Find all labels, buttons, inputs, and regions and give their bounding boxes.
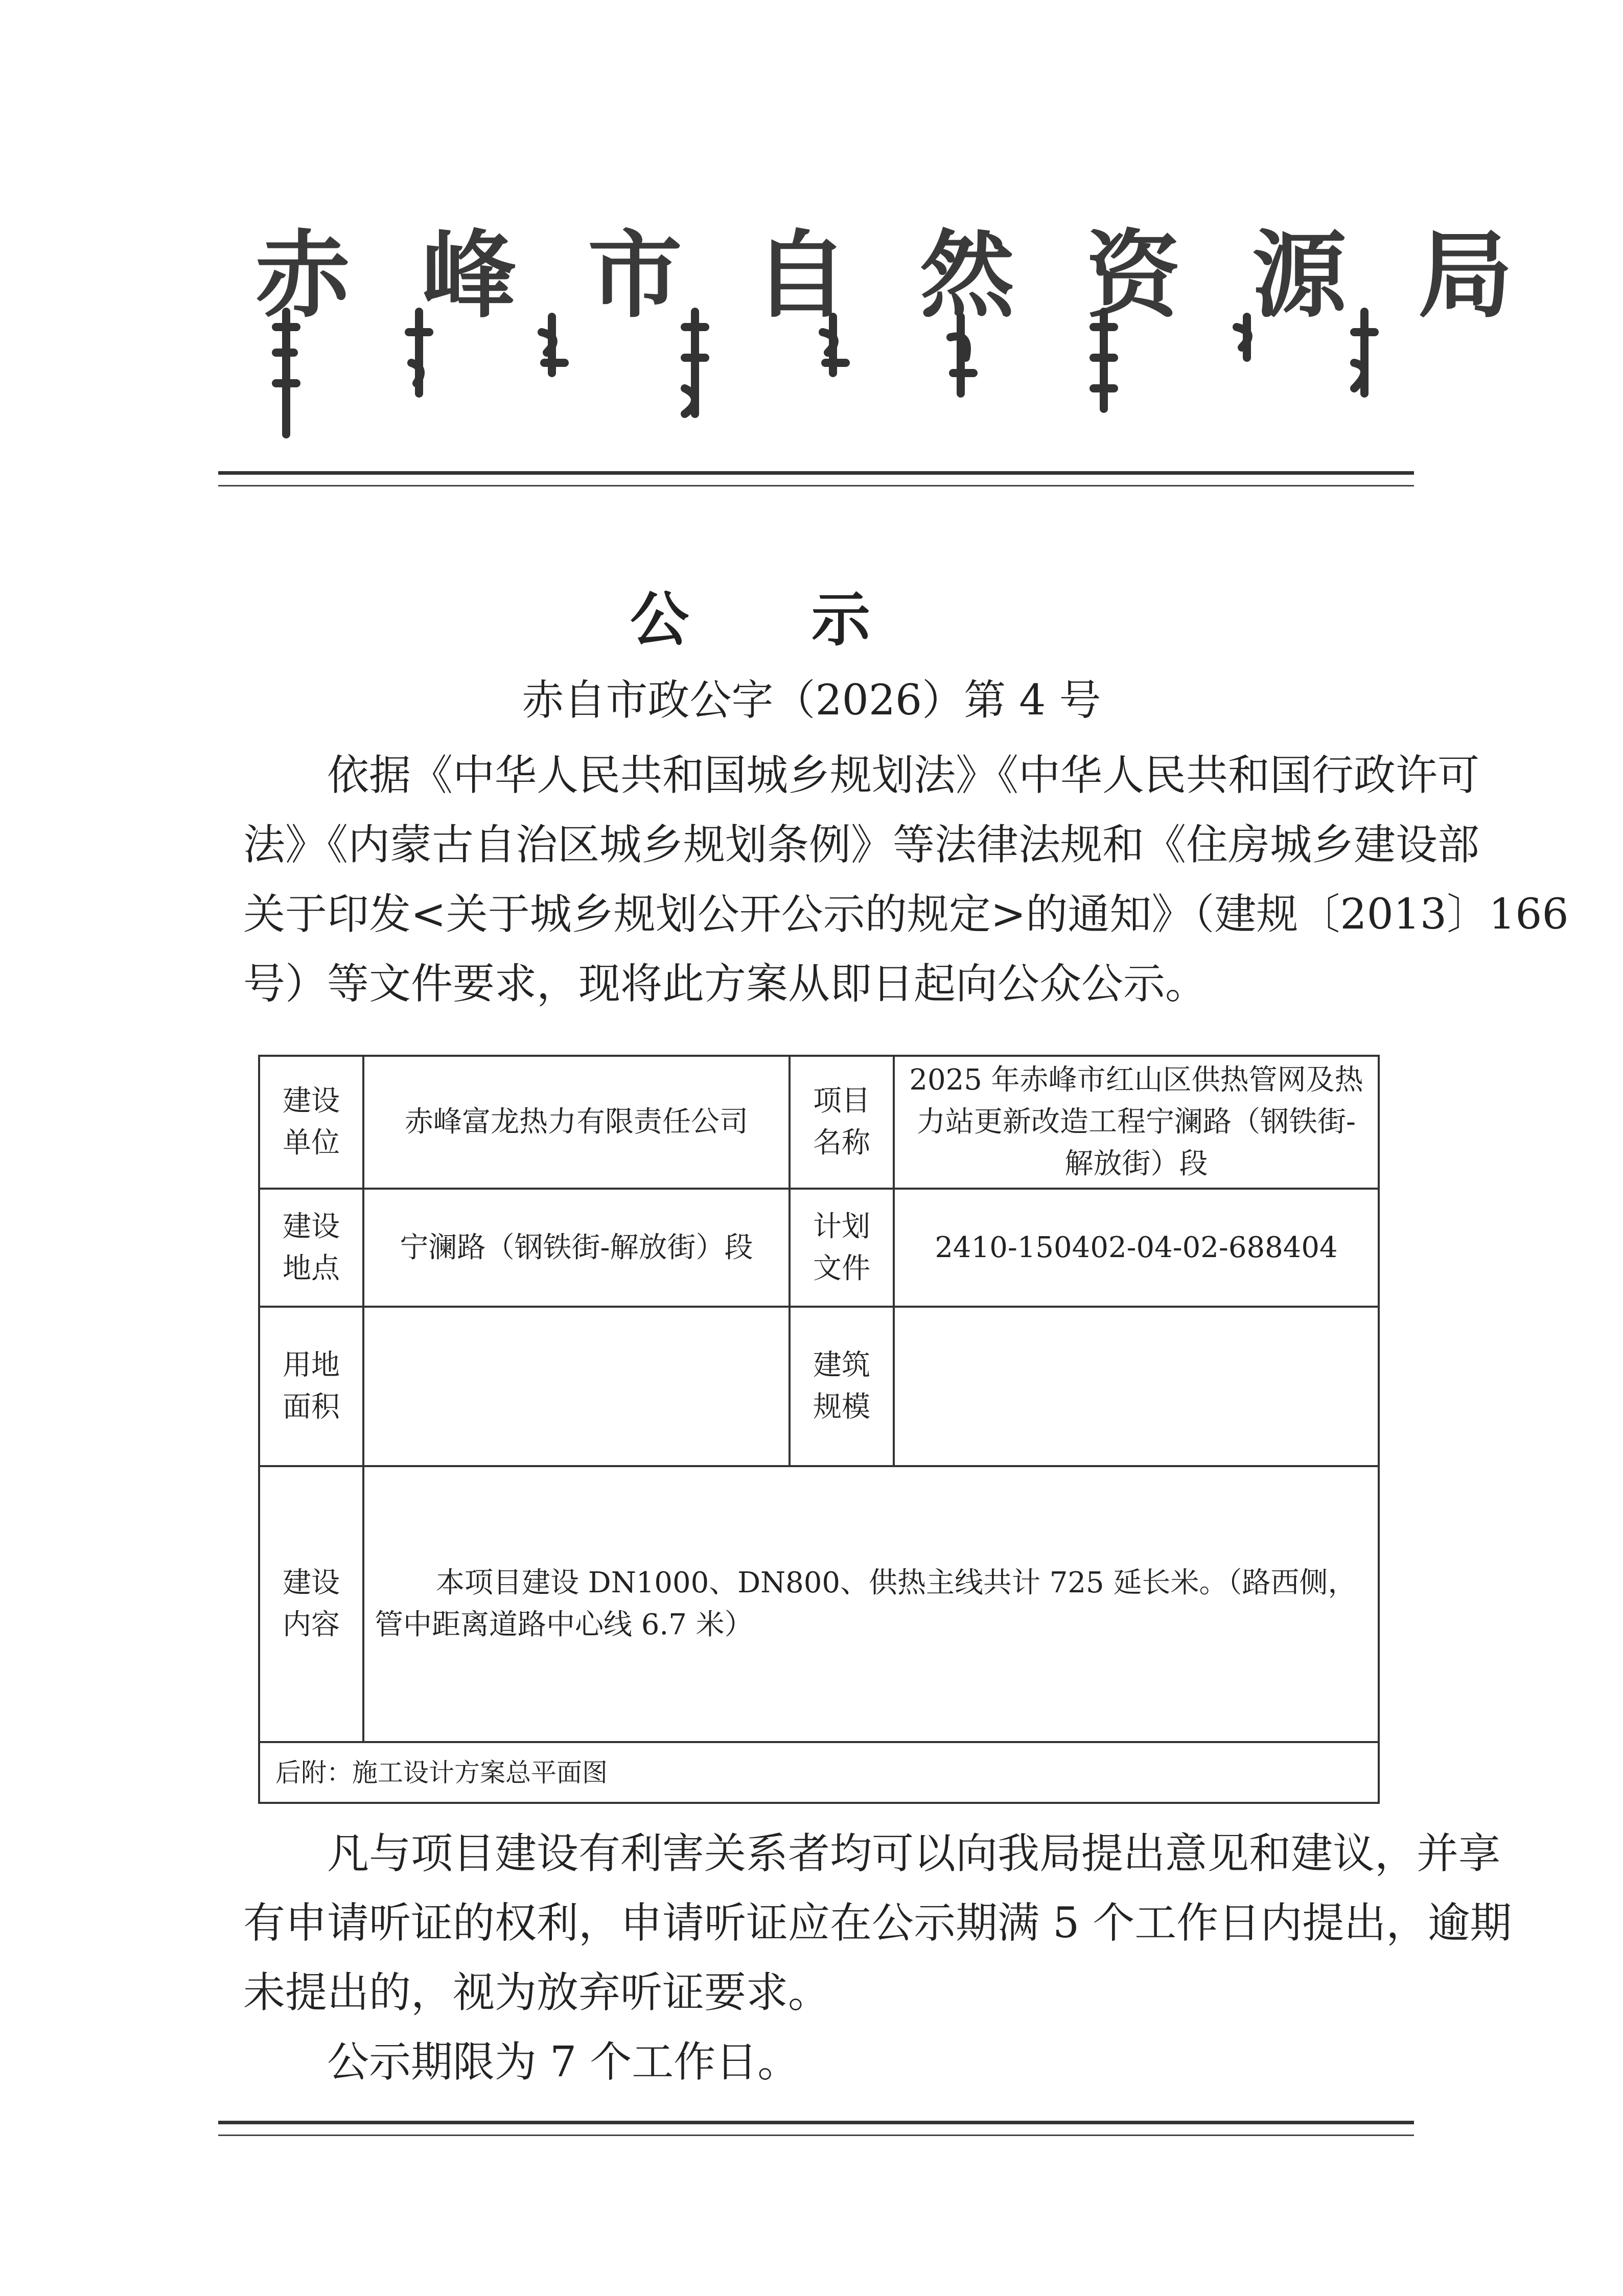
value-cell <box>363 1307 790 1466</box>
closing-paragraph <box>243 1819 1512 2097</box>
label-cell: 建设单位 <box>259 1056 363 1189</box>
project-info-table <box>258 1055 1380 1804</box>
table-row <box>259 1189 1379 1307</box>
mongolian-glyph <box>1094 312 1114 409</box>
mongolian-glyph <box>1354 312 1375 393</box>
table-row <box>259 1056 1379 1189</box>
paragraph-line: 有申请听证的权利，申请听证应在公示期满 5 个工作日内提出，逾期 <box>243 1899 1512 1947</box>
mongolian-glyph <box>1237 317 1248 358</box>
label-cell: 建设内容 <box>259 1466 363 1742</box>
mongolian-glyph <box>950 317 973 393</box>
value-cell: 2410-150402-04-02-688404 <box>894 1189 1379 1307</box>
org-name-heading: 赤峰市自然资源局 <box>256 219 1584 331</box>
mongolian-glyph <box>409 312 429 393</box>
table-row <box>259 1742 1379 1803</box>
table-row <box>259 1466 1379 1742</box>
mongolian-script-logo <box>266 307 1380 445</box>
footer-divider <box>218 2121 1414 2136</box>
mongolian-glyph <box>276 312 296 434</box>
paragraph-line: 未提出的，视为放弃听证要求。 <box>243 1968 830 2017</box>
notice-title: 公示 <box>630 585 993 654</box>
mongolian-glyph <box>542 317 565 373</box>
header-divider <box>218 471 1414 486</box>
value-cell: 赤峰富龙热力有限责任公司 <box>363 1056 790 1189</box>
value-cell <box>894 1307 1379 1466</box>
paragraph-line: 凡与项目建设有利害关系者均可以向我局提出意见和建议，并享 <box>327 1829 1501 1878</box>
paragraph-line: 关于印发<关于城乡规划公开公示的规定>的通知》（建规〔2013〕166 <box>243 890 1569 939</box>
table-row <box>259 1307 1379 1466</box>
paragraph-line: 号）等文件要求，现将此方案从即日起向公众公示。 <box>243 960 1208 1008</box>
value-cell: 宁澜路（钢铁街-解放街）段 <box>363 1189 790 1307</box>
label-cell: 项目名称 <box>790 1056 894 1189</box>
attachment-note: 后附：施工设计方案总平面图 <box>259 1742 1379 1803</box>
value-cell: 2025 年赤峰市红山区供热管网及热力站更新改造工程宁澜路（钢铁街-解放街）段 <box>894 1056 1379 1189</box>
mongolian-glyph <box>823 317 846 373</box>
intro-paragraph <box>243 741 1569 1019</box>
label-cell: 计划文件 <box>790 1189 894 1307</box>
construction-content-cell: 本项目建设 DN1000、DN800、供热主线共计 725 延长米。（路西侧，管中距离道路中心线 6.7 米） <box>363 1466 1379 1742</box>
paragraph-line: 法》《内蒙古自治区城乡规划条例》等法律法规和《住房城乡建设部 <box>243 821 1480 869</box>
document-number: 赤自市政公字（2026）第 4 号 <box>522 676 1101 725</box>
label-cell: 用地面积 <box>259 1307 363 1466</box>
paragraph-line: 公示期限为 7 个工作日。 <box>327 2038 800 2086</box>
paragraph-line: 依据《中华人民共和国城乡规划法》《中华人民共和国行政许可 <box>327 751 1480 800</box>
label-cell: 建筑规模 <box>790 1307 894 1466</box>
mongolian-glyph <box>685 312 705 414</box>
label-cell: 建设地点 <box>259 1189 363 1307</box>
